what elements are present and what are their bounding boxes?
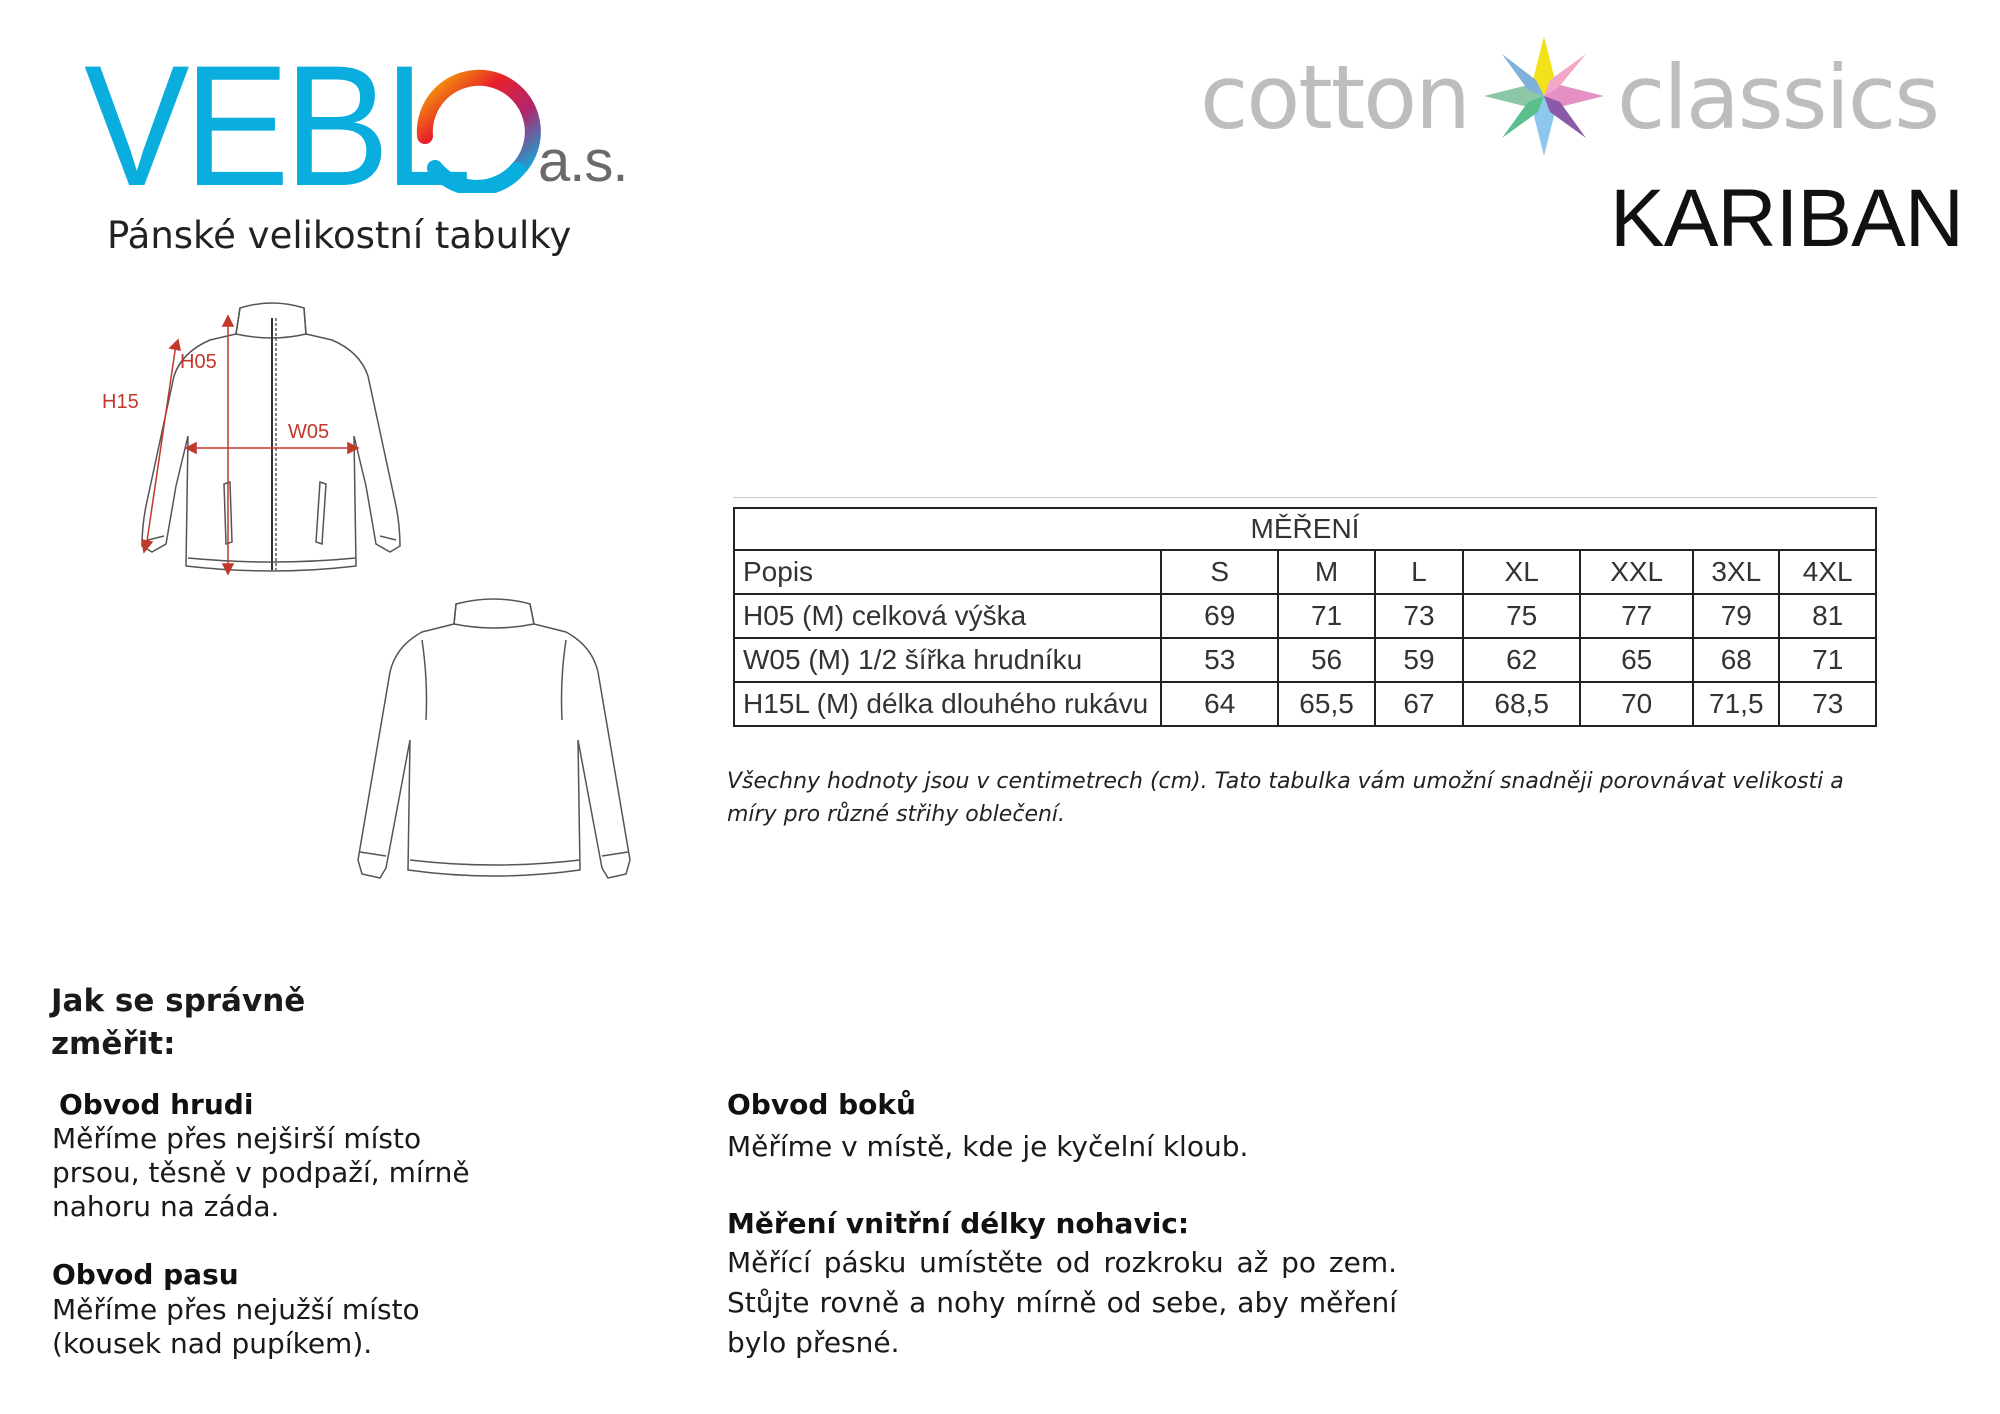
waist-text: Měříme přes nejužší místo (kousek nad pupíkem). — [52, 1293, 420, 1360]
inseam-text: Měřící pásku umístěte od rozkroku až po zem. Stůjte rovně a nohy mírně od sebe, aby měření bylo přesné. — [727, 1246, 1397, 1359]
label-h15: H15 — [102, 391, 139, 413]
table-cell: W05 (M) 1/2 šířka hrudníku — [734, 638, 1161, 682]
table-cell: 65 — [1580, 638, 1693, 682]
waist-heading: Obvod pasu — [52, 1258, 239, 1291]
table-cell: 56 — [1278, 638, 1375, 682]
hips-text: Měříme v místě, kde je kyčelní kloub. — [727, 1130, 1249, 1163]
page-subtitle: Pánské velikostní tabulky — [107, 214, 572, 257]
table-title: MĚŘENÍ — [734, 508, 1876, 550]
table-row — [734, 638, 1876, 682]
table-cell: 77 — [1580, 594, 1693, 638]
table-cell: 71 — [1278, 594, 1375, 638]
table-header-row — [734, 550, 1876, 594]
kariban-logo: KARIBAN — [1610, 173, 1963, 264]
column-header: 4XL — [1779, 550, 1876, 594]
classics-logo-text: classics — [1617, 46, 1939, 149]
table-cell: 81 — [1779, 594, 1876, 638]
column-header: 3XL — [1693, 550, 1779, 594]
table-cell: 59 — [1375, 638, 1463, 682]
table-cell: 75 — [1463, 594, 1580, 638]
jacket-back-diagram — [330, 590, 660, 900]
table-row — [734, 594, 1876, 638]
veblo-logo-text: VEBL — [84, 30, 467, 222]
label-h05: H05 — [180, 351, 217, 373]
table-note: Všechny hodnoty jsou v centimetrech (cm). Tato tabulka vám umožní snadněji porovnávat velikosti a míry pro různé střihy oblečení. — [727, 769, 1844, 827]
table-cell: 73 — [1779, 682, 1876, 726]
chest-text: Měříme přes nejširší místo prsou, těsně v podpaží, mírně nahoru na záda. — [52, 1122, 470, 1223]
inseam-heading: Měření vnitřní délky nohavic: — [727, 1207, 1190, 1240]
table-cell: 73 — [1375, 594, 1463, 638]
table-cell: 67 — [1375, 682, 1463, 726]
table-title-row — [734, 508, 1876, 550]
table-cell: 69 — [1161, 594, 1278, 638]
size-table — [733, 507, 1877, 727]
table-cell: 70 — [1580, 682, 1693, 726]
instructions-heading: Jak se správně změřit: — [51, 983, 306, 1062]
column-header: L — [1375, 550, 1463, 594]
table-cell: 79 — [1693, 594, 1779, 638]
cotton-logo-text: cotton — [1200, 46, 1469, 149]
table-top-rule — [733, 497, 1877, 498]
jacket-front-diagram — [100, 296, 440, 606]
table-cell: 68,5 — [1463, 682, 1580, 726]
table-cell: 53 — [1161, 638, 1278, 682]
label-w05: W05 — [288, 421, 330, 443]
table-cell: 62 — [1463, 638, 1580, 682]
table-cell: 65,5 — [1278, 682, 1375, 726]
table-cell: 71 — [1779, 638, 1876, 682]
table-cell: 64 — [1161, 682, 1278, 726]
veblo-logo-o-icon — [405, 58, 545, 193]
column-header: XXL — [1580, 550, 1693, 594]
hips-heading: Obvod boků — [727, 1088, 916, 1121]
table-cell: 68 — [1693, 638, 1779, 682]
chest-heading: Obvod hrudi — [59, 1088, 254, 1121]
column-header: XL — [1463, 550, 1580, 594]
table-row — [734, 682, 1876, 726]
table-cell: 71,5 — [1693, 682, 1779, 726]
column-header: Popis — [734, 550, 1161, 594]
table-cell: H15L (M) délka dlouhého rukávu — [734, 682, 1161, 726]
column-header: S — [1161, 550, 1278, 594]
table-cell: H05 (M) celková výška — [734, 594, 1161, 638]
veblo-logo-suffix: a.s. — [538, 129, 628, 194]
cotton-classics-star-icon — [1480, 32, 1608, 160]
column-header: M — [1278, 550, 1375, 594]
